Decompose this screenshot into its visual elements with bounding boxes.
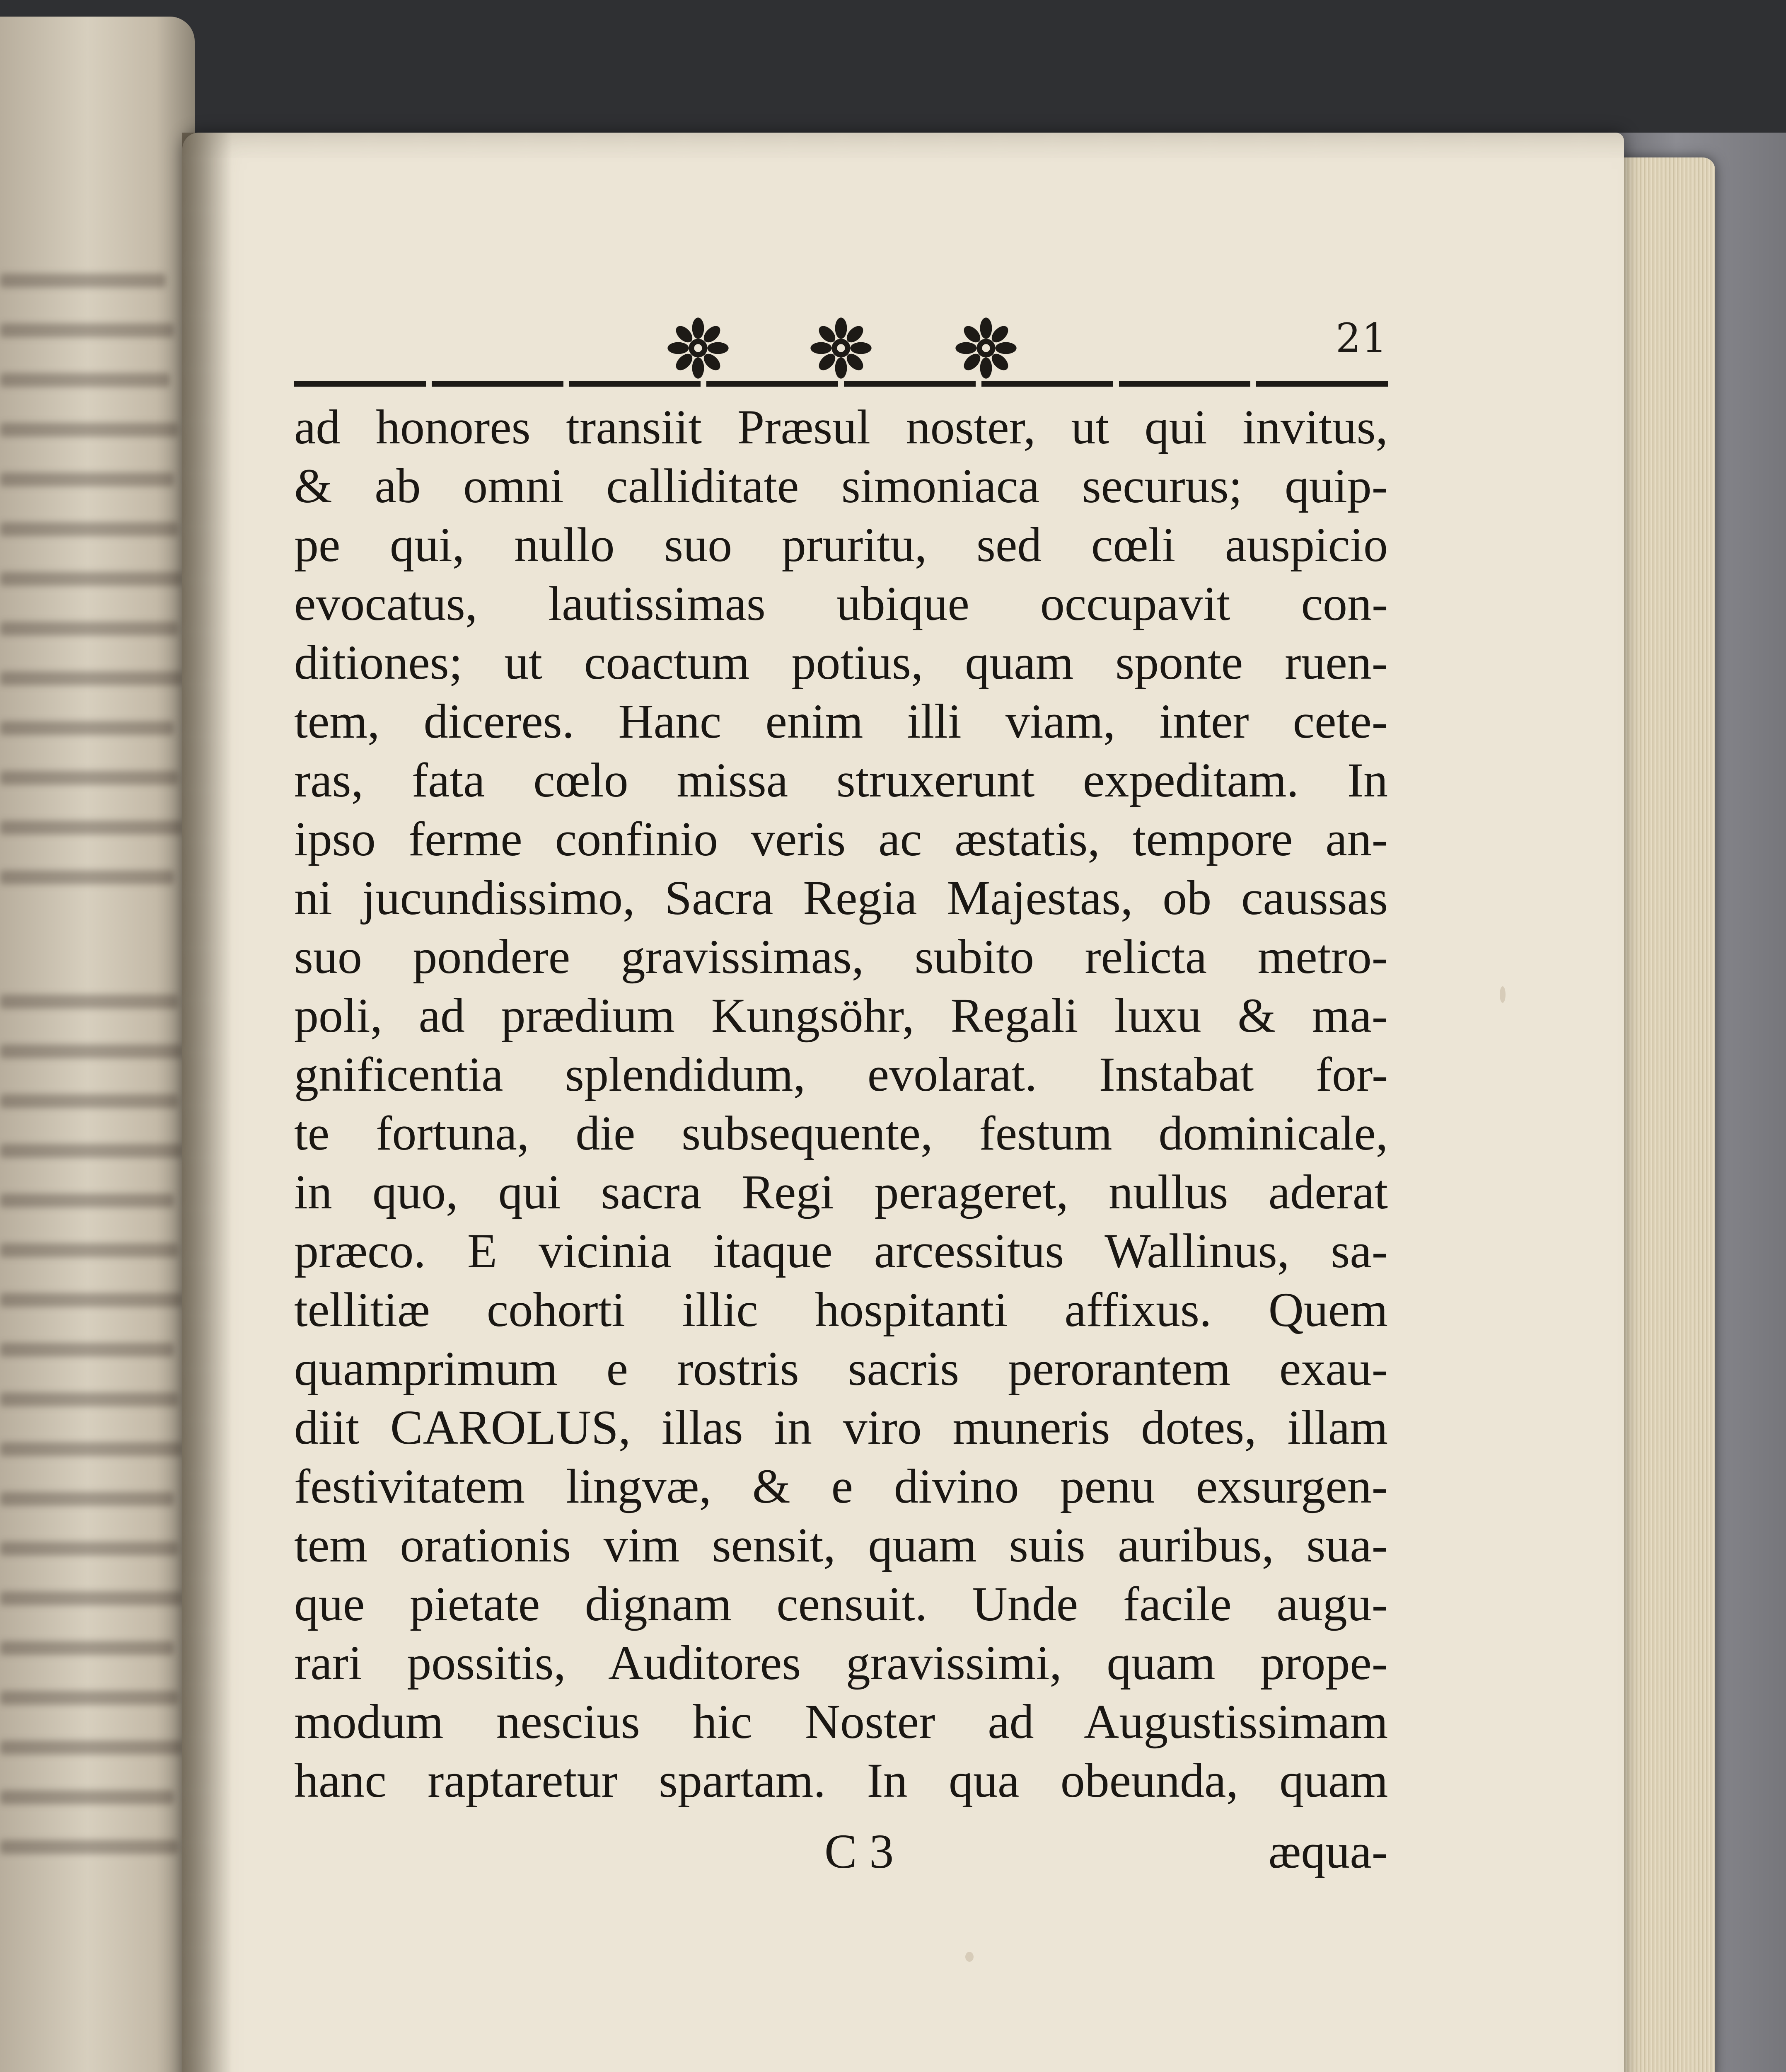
text-line: quamprimum e rostris sacris perorantem exau- (294, 1341, 1388, 1396)
bleed-through-line (0, 1144, 182, 1158)
text-line: hanc raptaretur spartam. In qua obeunda, quam (294, 1753, 1388, 1808)
bleed-through-line (0, 870, 174, 884)
bleed-through-line (0, 1740, 182, 1755)
bleed-through-line (0, 1790, 174, 1804)
rosette-ornament-icon (953, 315, 1019, 381)
bleed-through-line (0, 721, 174, 735)
rosette-ornament-icon (808, 315, 874, 381)
page-header (294, 298, 1388, 390)
bleed-through-line (0, 1591, 182, 1605)
text-line: modum nescius hic Noster ad Augustissimam (294, 1694, 1388, 1749)
text-line: ras, fata cœlo missa struxerunt expeditam. In (294, 753, 1388, 807)
text-line: tellitiæ cohorti illic hospitanti affixus. Quem (294, 1283, 1388, 1337)
bleed-through-line (0, 472, 174, 487)
paper-speck (965, 1952, 974, 1962)
text-line: tem orationis vim sensit, quam suis auribus, sua- (294, 1518, 1388, 1572)
bleed-through-line (0, 423, 178, 437)
bleed-through-line (0, 1293, 182, 1307)
body-text (294, 398, 1388, 1810)
bleed-through-line (0, 622, 178, 636)
text-line: poli, ad prædium Kungsöhr, Regali luxu & ma- (294, 988, 1388, 1043)
bleed-through-line (0, 1094, 178, 1108)
bleed-through-line (0, 1193, 174, 1208)
text-line: pe qui, nullo suo pruritu, sed cœli auspicio (294, 518, 1388, 572)
bleed-through-line (0, 995, 178, 1009)
bleed-through-line (0, 1243, 178, 1257)
page-footer (294, 1823, 1388, 1886)
text-line: evocatus, lautissimas ubique occupavit con- (294, 576, 1388, 631)
bleed-through-line (0, 274, 166, 288)
bleed-through-line (0, 522, 178, 536)
signature-mark: C 3 (824, 1824, 894, 1878)
bleed-through-line (0, 671, 182, 685)
text-line: ad honores transiit Præsul noster, ut qui invitus, (294, 400, 1388, 454)
bleed-through-line (0, 1343, 174, 1357)
text-line: diit CAROLUS, illas in viro muneris dotes, illam (294, 1400, 1388, 1455)
text-line: que pietate dignam censuit. Unde facile augu- (294, 1577, 1388, 1631)
bleed-through-line (0, 821, 182, 835)
text-line: gnificentia splendidum, evolarat. Instabat for- (294, 1047, 1388, 1101)
rosette-ornament-icon (665, 315, 731, 381)
bleed-through-line (0, 323, 174, 337)
text-line: rari possitis, Auditores gravissimi, quam prope- (294, 1636, 1388, 1690)
page-number: 21 (1335, 315, 1388, 361)
text-line: tem, diceres. Hanc enim illi viam, inter cete- (294, 694, 1388, 748)
catchword: æqua- (1268, 1824, 1388, 1878)
bleed-through-line (0, 771, 178, 785)
text-line: ni jucundissimo, Sacra Regia Majestas, ob caussas (294, 871, 1388, 925)
bleed-through-line (0, 1392, 178, 1406)
bleed-through-line (0, 1492, 174, 1506)
bleed-through-line (0, 1691, 178, 1705)
left-facing-page (0, 17, 195, 2072)
paper-speck (1500, 986, 1506, 1003)
text-line: in quo, qui sacra Regi perageret, nullus aderat (294, 1165, 1388, 1219)
bleed-through-line (0, 373, 170, 387)
bleed-through-line (0, 1840, 178, 1854)
text-line: festivitatem lingvæ, & e divino penu exsurgen- (294, 1459, 1388, 1513)
text-line: te fortuna, die subsequente, festum dominicale, (294, 1106, 1388, 1160)
text-line: & ab omni calliditate simoniaca securus; quip- (294, 459, 1388, 513)
text-line: ditiones; ut coactum potius, quam sponte ruen- (294, 635, 1388, 690)
text-line: ipso ferme confinio veris ac æstatis, tempore an- (294, 812, 1388, 866)
bleed-through-line (0, 1542, 178, 1556)
bleed-through-line (0, 1442, 182, 1456)
text-line: suo pondere gravissimas, subito relicta metro- (294, 929, 1388, 984)
gutter-shadow (182, 133, 232, 2072)
bleed-through-line (0, 1044, 182, 1058)
header-rule (294, 379, 1388, 388)
text-line: præco. E vicinia itaque arcessitus Wallinus, sa- (294, 1224, 1388, 1278)
bleed-through-line (0, 1641, 174, 1655)
bleed-through-line (0, 572, 182, 586)
